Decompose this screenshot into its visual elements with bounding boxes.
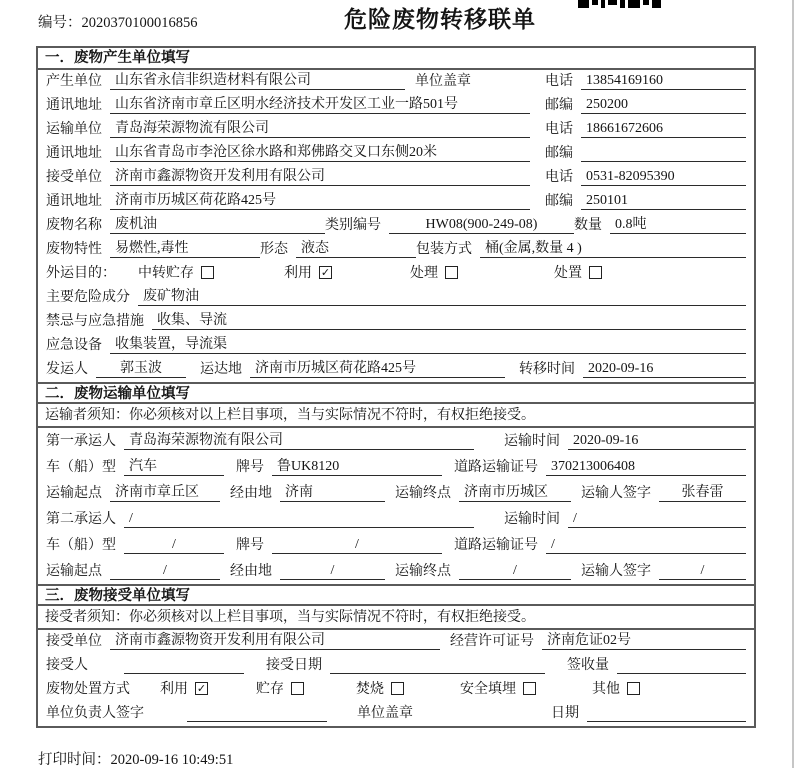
transfer-time-label: 转移时间: [519, 362, 575, 377]
second-carrier-label: 第二承运人: [46, 512, 116, 527]
section3-header: 三．废物接受单位填写: [38, 584, 754, 606]
receiver-zip-field: 250101: [581, 192, 746, 210]
disposal-utilize-checkbox: ✓: [196, 681, 207, 695]
form-state-field: 液态: [296, 240, 416, 258]
origin1-field: 济南市章丘区: [110, 484, 220, 502]
disposal-other-checkbox: [627, 682, 640, 695]
hazard-component-label: 主要危险成分: [46, 290, 130, 305]
page-edge-line: [792, 0, 794, 768]
producer-phone-field: 13854169160: [581, 72, 746, 90]
hazard-component-field: 废矿物油: [138, 288, 746, 306]
disposal-option-incinerate: [356, 678, 404, 698]
page-title: 危险废物转移联单: [344, 7, 536, 32]
purpose-option-utilize: [284, 262, 332, 282]
receiver-notice: 接受者须知：你必须核对以上栏目事项，当与实际情况不符时，有权拒绝接受。: [38, 606, 754, 630]
purpose-dispose-checkbox: [589, 266, 602, 279]
receiver-phone-label: 电话: [545, 170, 573, 185]
purpose-option-dispose: [554, 262, 602, 282]
purpose-treat-checkbox: [445, 266, 458, 279]
print-time-label: 打印时间：: [38, 752, 111, 768]
receiver-label: 接受单位: [46, 170, 102, 185]
emergency-equipment-field: 收集装置，导流渠: [110, 336, 746, 354]
terminus2-field: /: [459, 562, 571, 580]
second-carrier-row: [38, 506, 754, 532]
receiver-name-field: 济南市鑫源物资开发利用有限公司: [110, 168, 530, 186]
disposal-option-utilize: [160, 678, 208, 698]
emergency-measures-field: 收集、导流: [152, 312, 746, 330]
destination-label: 运达地: [200, 362, 242, 377]
destination-field: 济南市历城区荷花路425号: [250, 360, 505, 378]
via1-field: 济南: [280, 484, 385, 502]
via1-label: 经由地: [230, 486, 272, 501]
receiver-address-field: 济南市历城区荷花路425号: [110, 192, 530, 210]
disposal-incinerate-checkbox: [391, 682, 404, 695]
print-time-value: 2020-09-16 10:49:51: [110, 752, 234, 768]
disposal-store-label: 贮存: [256, 682, 284, 697]
emergency-measures-row: [38, 310, 754, 334]
first-carrier-field: 青岛海荣源物流有限公司: [124, 432, 474, 450]
hazard-component-row: [38, 286, 754, 310]
form-state-label: 形态: [260, 242, 288, 257]
accepting-unit-label: 接受单位: [46, 634, 102, 649]
producer-zip-label: 邮编: [545, 98, 573, 113]
transporter-label: 运输单位: [46, 122, 102, 137]
second-carrier-field: /: [124, 510, 474, 528]
producer-address-field: 山东省济南市章丘区明水经济技术开发区工业一路501号: [110, 96, 530, 114]
terminus1-label: 运输终点: [395, 486, 451, 501]
seal-label: 单位盖章: [415, 74, 471, 89]
transfer-time-field: 2020-09-16: [583, 360, 746, 378]
road-permit2-field: /: [546, 536, 746, 554]
transporter-phone-field: 18661672606: [581, 120, 746, 138]
disposal-option-other: [592, 678, 640, 698]
disposal-incinerate-label: 焚烧: [356, 682, 384, 697]
section2-header: 二．废物运输单位填写: [38, 382, 754, 404]
first-carrier-label: 第一承运人: [46, 434, 116, 449]
date-label: 日期: [551, 706, 579, 721]
producer-row: [38, 70, 754, 94]
road-permit2-label: 道路运输证号: [454, 538, 538, 553]
purpose-option-storage: [138, 262, 214, 282]
signed-quantity-field: [617, 657, 746, 674]
manifest-form: [36, 46, 756, 728]
print-time: [38, 748, 233, 768]
responsible-signature-row: [38, 702, 754, 726]
acceptor-label: 接受人: [46, 658, 88, 673]
waste-name-row: [38, 214, 754, 238]
plate1-label: 牌号: [236, 460, 264, 475]
sender-label: 发运人: [46, 362, 88, 377]
producer-phone-label: 电话: [545, 74, 573, 89]
emergency-measures-label: 禁忌与应急措施: [46, 314, 144, 329]
disposal-option-landfill: [460, 678, 536, 698]
purpose-storage-checkbox: [201, 266, 214, 279]
waste-character-field: 易燃性,毒性: [110, 240, 260, 258]
serial-label: 编号：: [38, 15, 82, 31]
waste-name-label: 废物名称: [46, 218, 102, 233]
date-field: [587, 705, 746, 722]
accept-date-label: 接受日期: [266, 658, 322, 673]
signed-quantity-label: 签收量: [567, 658, 609, 673]
section1-header: 一．废物产生单位填写: [38, 48, 754, 70]
producer-label: 产生单位: [46, 74, 102, 89]
terminus1-field: 济南市历城区: [459, 484, 571, 502]
category-code-label: 类别编号: [325, 218, 381, 233]
category-code-field: HW08(900-249-08): [389, 216, 574, 234]
transport-time1-field: 2020-09-16: [568, 432, 746, 450]
via2-label: 经由地: [230, 564, 272, 579]
disposal-landfill-label: 安全填埋: [460, 682, 516, 697]
disposal-landfill-checkbox: [523, 682, 536, 695]
disposal-method-label: 废物处置方式: [46, 682, 130, 697]
producer-name-field: 山东省永信非织造材料有限公司: [110, 72, 405, 90]
plate2-label: 牌号: [236, 538, 264, 553]
emergency-equipment-row: [38, 334, 754, 358]
accepting-unit-row: [38, 630, 754, 654]
receiver-address-label: 通讯地址: [46, 194, 102, 209]
packing-field: 桶(金属,数量 4 ): [480, 240, 746, 258]
purpose-storage-label: 中转贮存: [138, 266, 194, 281]
terminus2-label: 运输终点: [395, 564, 451, 579]
transporter-name-field: 青岛海荣源物流有限公司: [110, 120, 530, 138]
sender-name-field: 郭玉波: [96, 360, 186, 378]
plate1-field: 鲁UK8120: [272, 458, 442, 476]
carrier-sign2-label: 运输人签字: [581, 564, 651, 579]
disposal-utilize-label: 利用: [160, 682, 188, 697]
vehicle2-row: [38, 532, 754, 558]
transporter-address-label: 通讯地址: [46, 146, 102, 161]
via2-field: /: [280, 562, 385, 580]
emergency-equipment-label: 应急设备: [46, 338, 102, 353]
disposal-other-label: 其他: [592, 682, 620, 697]
purpose-utilize-label: 利用: [284, 266, 312, 281]
serial-value: 2020370100016856: [81, 15, 198, 31]
disposal-method-row: [38, 678, 754, 702]
transport-time2-label: 运输时间: [504, 512, 560, 527]
carrier-sign1-field: 张春雷: [659, 484, 746, 502]
transfer-purpose-row: [38, 262, 754, 286]
vehicle-type1-field: 汽车: [124, 458, 224, 476]
first-carrier-row: [38, 428, 754, 454]
road-permit1-field: 370213006408: [546, 458, 746, 476]
purpose-dispose-label: 处置: [554, 266, 582, 281]
accepting-unit-field: 济南市鑫源物资开发利用有限公司: [110, 632, 440, 650]
transport-time2-field: /: [568, 510, 746, 528]
carrier-sign2-field: /: [659, 562, 746, 580]
waste-name-field: 废机油: [110, 216, 325, 234]
vehicle-type1-label: 车（船）型: [46, 460, 116, 475]
plate2-field: /: [272, 536, 442, 554]
purpose-option-treat: [410, 262, 458, 282]
transport-time1-label: 运输时间: [504, 434, 560, 449]
license-label: 经营许可证号: [450, 634, 534, 649]
unit-seal-label: 单位盖章: [357, 706, 413, 721]
road-permit1-label: 道路运输证号: [454, 460, 538, 475]
purpose-utilize-checkbox: ✓: [320, 265, 331, 279]
acceptor-row: [38, 654, 754, 678]
vehicle-type2-field: /: [124, 536, 224, 554]
vehicle-type2-label: 车（船）型: [46, 538, 116, 553]
origin2-label: 运输起点: [46, 564, 102, 579]
transporter-zip-label: 邮编: [545, 146, 573, 161]
origin2-field: /: [110, 562, 220, 580]
carrier-sign1-label: 运输人签字: [581, 486, 651, 501]
disposal-store-checkbox: [291, 682, 304, 695]
waste-character-label: 废物特性: [46, 242, 102, 257]
responsible-signature-label: 单位负责人签字: [46, 706, 144, 721]
quantity-label: 数量: [574, 218, 602, 233]
transporter-notice: 运输者须知：你必须核对以上栏目事项，当与实际情况不符时，有权拒绝接受。: [38, 404, 754, 428]
packing-label: 包装方式: [416, 242, 472, 257]
origin1-label: 运输起点: [46, 486, 102, 501]
route1-row: [38, 480, 754, 506]
sender-row: [38, 358, 754, 382]
transporter-phone-label: 电话: [545, 122, 573, 137]
transporter-address-row: [38, 142, 754, 166]
quantity-field: 0.8吨: [610, 216, 746, 234]
transporter-zip-field: [581, 145, 746, 162]
accept-date-field: [330, 657, 545, 674]
producer-zip-field: 250200: [581, 96, 746, 114]
transfer-purpose-label: 外运目的：: [46, 266, 116, 281]
serial-number: [38, 11, 198, 32]
transporter-row: [38, 118, 754, 142]
purpose-treat-label: 处理: [410, 266, 438, 281]
receiver-address-row: [38, 190, 754, 214]
producer-address-label: 通讯地址: [46, 98, 102, 113]
disposal-option-store: [256, 678, 304, 698]
acceptor-name-field: [124, 657, 244, 674]
waste-character-row: [38, 238, 754, 262]
receiver-row: [38, 166, 754, 190]
transporter-address-field: 山东省青岛市李沧区徐水路和郑佛路交叉口东侧20米: [110, 144, 530, 162]
route2-row: [38, 558, 754, 584]
producer-address-row: [38, 94, 754, 118]
responsible-signature-field: [187, 705, 327, 722]
receiver-zip-label: 邮编: [545, 194, 573, 209]
license-field: 济南危证02号: [542, 632, 746, 650]
receiver-phone-field: 0531-82095390: [581, 168, 746, 186]
vehicle1-row: [38, 454, 754, 480]
